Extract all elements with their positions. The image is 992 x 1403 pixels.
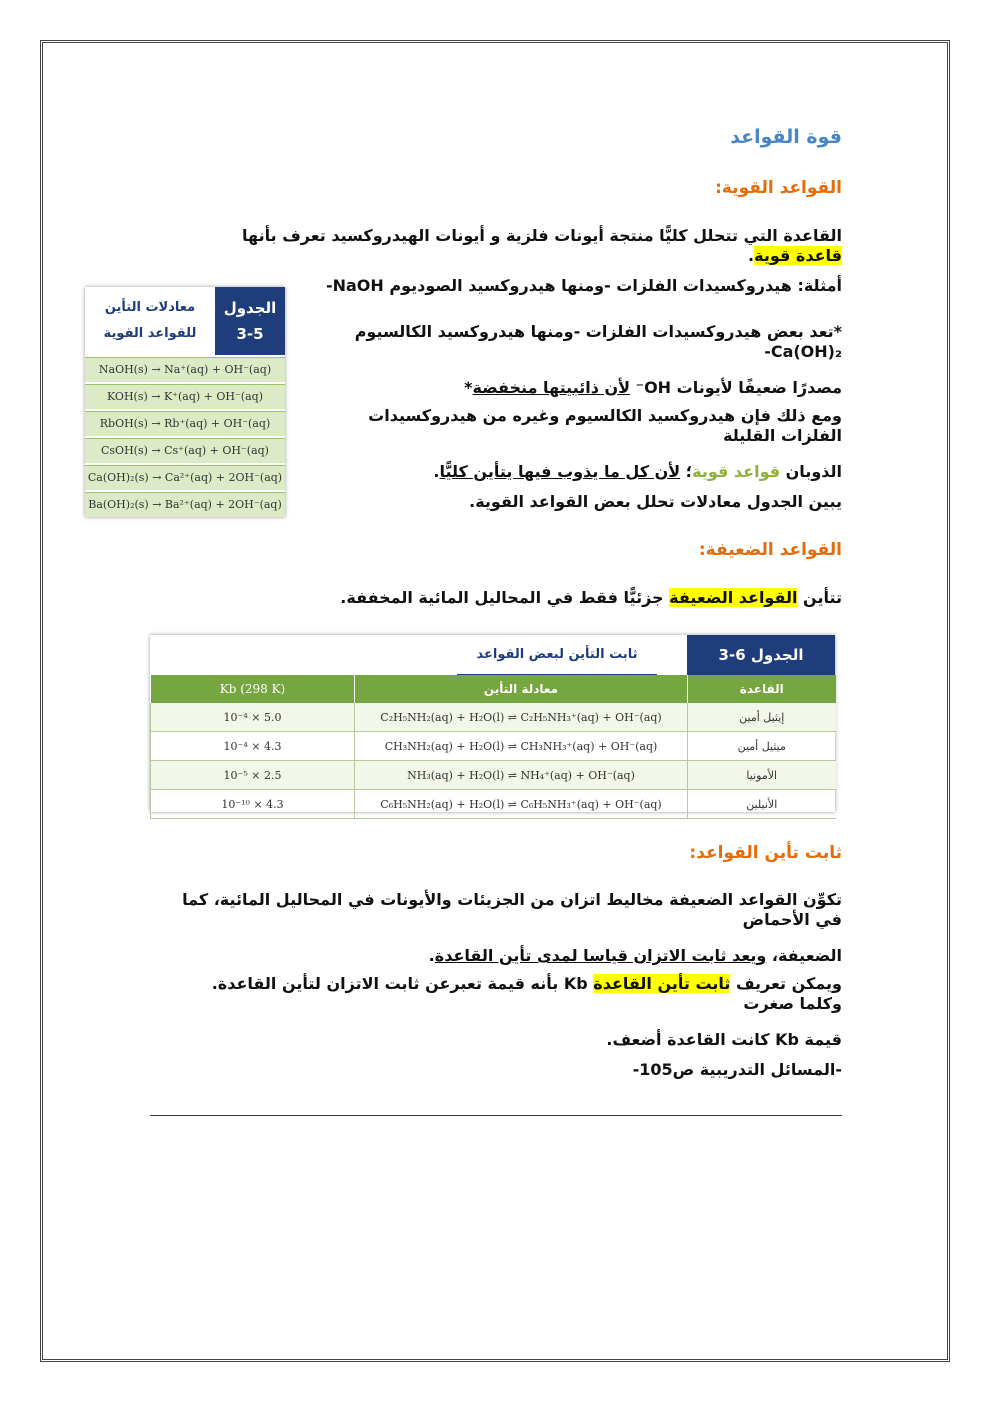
table35-row: CsOH(s) → Cs⁺(aq) + OH⁻(aq) — [85, 438, 285, 463]
table35-title-line2: للقواعد القوية — [103, 326, 197, 341]
practice-problems: -المسائل التدريبية ص105- — [632, 1060, 842, 1079]
base-name: الأمونيا — [688, 761, 836, 790]
table35-title — [85, 287, 215, 355]
table36-title: ثابت التأين لبعض القواعد — [457, 635, 657, 675]
table35-row: KOH(s) → K⁺(aq) + OH⁻(aq) — [85, 384, 285, 409]
kb-def-text-b: Kb بأنه قيمة تعبرعن ثابت الاتزان لتأين القاعدة. وكلما صغرت — [211, 974, 842, 1013]
table36-header-row — [151, 675, 836, 703]
table35-title-line1: معادلات التأين — [104, 300, 196, 315]
ionization-equation: CH₃NH₂(aq) + H₂O(l) ⇌ CH₃NH₃⁺(aq) + OH⁻(aq) — [355, 732, 688, 761]
definition-text: القاعدة التي تتحلل كليًّا منتجة أيونات فلزية و أيونات الهيدروكسيد تعرف بأنها — [242, 226, 842, 245]
col-kb: Kb (298 K) — [151, 675, 355, 703]
table35-row: NaOH(s) → Na⁺(aq) + OH⁻(aq) — [85, 357, 285, 382]
calcium-line2-end: * — [464, 378, 473, 397]
table36-grid — [150, 675, 836, 819]
examples-paragraph: أمثلة: هيدروكسيدات الفلزات -ومنها هيدروكسيد الصوديوم NaOH- — [325, 276, 842, 295]
table-intro: يبين الجدول معادلات تحلل بعض القواعد القوية. — [469, 492, 842, 511]
equilibrium-end: . — [428, 946, 435, 965]
kb-definition-line2: قيمة Kb كانت القاعدة أضعف. — [606, 1030, 842, 1049]
calcium-line1: *تعد بعض هيدروكسيدات الفلزات -ومنها هيدروكسيد الكالسيوم Ca(OH)₂- — [354, 322, 842, 361]
calcium-line2-text: مصدرًا ضعيفًا لأيونات OH⁻ — [630, 378, 842, 397]
base-name: إيثيل أمين — [688, 703, 836, 732]
kb-def-text-a: ويمكن تعريف — [730, 974, 842, 993]
col-base: القاعدة — [688, 675, 836, 703]
ionization-equation: NH₃(aq) + H₂O(l) ⇌ NH₄⁺(aq) + OH⁻(aq) — [355, 761, 688, 790]
base-name: ميثيل أمين — [688, 732, 836, 761]
kb-value: 2.5 × 10⁻⁵ — [151, 761, 355, 790]
main-heading: قوة القواعد — [730, 126, 842, 148]
strong-base-definition — [222, 226, 842, 266]
calcium-paragraph — [322, 322, 842, 398]
table-row — [151, 761, 836, 790]
weak-text-b: جزئيًّا فقط في المحاليل المائية المخففة. — [340, 588, 670, 607]
table-row — [151, 790, 836, 819]
strong-bases-table — [85, 287, 285, 517]
kb-value: 4.3 × 10⁻⁴ — [151, 732, 355, 761]
strong-base-highlight: قاعدة قوية — [754, 246, 842, 265]
equilibrium-line2 — [182, 946, 842, 966]
table-row — [151, 732, 836, 761]
weak-bases-paragraph — [222, 588, 842, 608]
calcium-reason: لأن ذائبيتها منخفضة — [472, 378, 631, 397]
weak-text-a: تتأين — [797, 588, 842, 607]
however-line1: ومع ذلك فإن هيدروكسيد الكالسيوم وغيره من هيدروكسيدات الفلزات القليلة — [368, 406, 842, 445]
kb-table — [150, 635, 835, 812]
strong-bases-green: قواعد قوية — [692, 462, 781, 481]
kb-definition-line1 — [182, 974, 842, 1014]
ionization-equation: C₆H₅NH₂(aq) + H₂O(l) ⇌ C₆H₅NH₃⁺(aq) + OH⁻(aq) — [355, 790, 688, 819]
however-reason: لأن كل ما يذوب فيها يتأين كليًّا — [439, 462, 681, 481]
kb-definition-paragraph — [182, 974, 842, 1050]
however-sep: ؛ — [680, 462, 693, 481]
strong-bases-heading: القواعد القوية: — [715, 178, 842, 198]
however-end: . — [433, 462, 440, 481]
table35-row: Ba(OH)₂(s) → Ba²⁺(aq) + 2OH⁻(aq) — [85, 492, 285, 517]
table35-row: RbOH(s) → Rb⁺(aq) + OH⁻(aq) — [85, 411, 285, 436]
table35-label — [215, 287, 285, 355]
kb-highlight: ثابت تأين القاعدة — [593, 974, 731, 993]
table36-label: الجدول 6-3 — [687, 635, 835, 675]
weak-bases-highlight: القواعد الضعيفة — [669, 588, 798, 607]
table-row — [151, 703, 836, 732]
separator-line — [150, 1115, 842, 1116]
however-paragraph — [322, 406, 842, 482]
table35-header — [85, 287, 285, 355]
kb-value: 5.0 × 10⁻⁴ — [151, 703, 355, 732]
base-name: الأنيلين — [688, 790, 836, 819]
kb-value: 4.3 × 10⁻¹⁰ — [151, 790, 355, 819]
ionization-equation: C₂H₅NH₂(aq) + H₂O(l) ⇌ C₂H₅NH₃⁺(aq) + OH⁻(aq) — [355, 703, 688, 732]
table35-row: Ca(OH)₂(s) → Ca²⁺(aq) + 2OH⁻(aq) — [85, 465, 285, 490]
table35-label-line2: 3-5 — [236, 325, 264, 343]
kb-heading: ثابت تأين القواعد: — [689, 843, 842, 863]
weak-bases-heading: القواعد الضعيفة: — [698, 540, 842, 560]
however-line2-text: الذوبان — [780, 462, 842, 481]
calcium-line2 — [322, 378, 842, 398]
equilibrium-paragraph — [182, 890, 842, 966]
equilibrium-underline: ويعد ثابت الاتزان قياسا لمدى تأين القاعدة — [434, 946, 767, 965]
equilibrium-line2-text: الضعيفة، — [766, 946, 842, 965]
table36-header — [150, 635, 835, 675]
table35-label-line1: الجدول — [223, 299, 277, 317]
equilibrium-line1: تكوِّن القواعد الضعيفة مخاليط اتزان من الجزيئات والأيونات في المحاليل المائية، كما في الأحماض — [182, 890, 842, 929]
definition-end: . — [748, 246, 755, 265]
however-line2 — [322, 462, 842, 482]
col-equation: معادلة التأين — [355, 675, 688, 703]
